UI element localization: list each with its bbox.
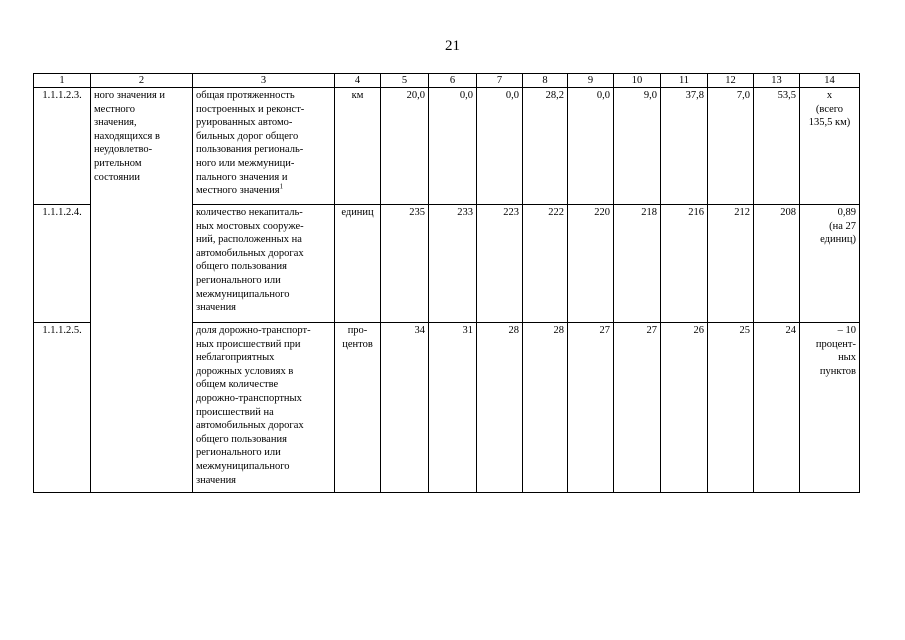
footnote-mark: 1 — [279, 182, 284, 191]
value-cell: 0,0 — [477, 88, 523, 205]
value-cell: 28 — [477, 323, 523, 493]
value-cell: 37,8 — [661, 88, 708, 205]
value-cell: 28 — [523, 323, 568, 493]
page-number: 21 — [445, 38, 460, 54]
row-code: 1.1.1.2.5. — [34, 323, 91, 493]
header-cell: 1 — [34, 74, 91, 88]
value-cell: 25 — [708, 323, 754, 493]
value-cell: 28,2 — [523, 88, 568, 205]
row-total: 0,89 (на 27 единиц) — [800, 205, 860, 323]
header-cell: 4 — [335, 74, 381, 88]
value-cell: 27 — [568, 323, 614, 493]
indicator-group-text: ного значения и местного значения, находящихся в неудовлетво- рительном состоянии — [91, 88, 193, 493]
row-unit: единиц — [335, 205, 381, 323]
row-total: – 10 процент- ных пунктов — [800, 323, 860, 493]
header-cell: 8 — [523, 74, 568, 88]
value-cell: 26 — [661, 323, 708, 493]
row-unit: про- центов — [335, 323, 381, 493]
header-cell: 14 — [800, 74, 860, 88]
value-cell: 233 — [429, 205, 477, 323]
indicators-table — [33, 73, 860, 493]
header-cell: 6 — [429, 74, 477, 88]
value-cell: 53,5 — [754, 88, 800, 205]
value-cell: 0,0 — [429, 88, 477, 205]
header-cell: 7 — [477, 74, 523, 88]
row-total: х (всего 135,5 км) — [800, 88, 860, 205]
header-cell: 11 — [661, 74, 708, 88]
value-cell: 218 — [614, 205, 661, 323]
header-cell: 10 — [614, 74, 661, 88]
header-cell: 9 — [568, 74, 614, 88]
row-code: 1.1.1.2.3. — [34, 88, 91, 205]
row-description: доля дорожно-транспорт- ных происшествий при неблагоприятных дорожных условиях в общем количестве дорожно-транспортных происшествий на автомобильных дорогах общего пользования регионального или межмуниципального значения — [193, 323, 335, 493]
row-description: количество некапиталь- ных мостовых сооруже- ний, расположенных на автомобильных дорогах общего пользования регионального или межмуниципального значения — [193, 205, 335, 323]
value-cell: 0,0 — [568, 88, 614, 205]
header-cell: 2 — [91, 74, 193, 88]
row-code: 1.1.1.2.4. — [34, 205, 91, 323]
value-cell: 31 — [429, 323, 477, 493]
header-row — [34, 74, 860, 88]
value-cell: 7,0 — [708, 88, 754, 205]
header-cell: 12 — [708, 74, 754, 88]
value-cell: 235 — [381, 205, 429, 323]
row-description-text: общая протяженность построенных и реконст- руированных автомо- бильных дорог общего пользования региональ- ного или межмуници- пального значения и местного значения — [196, 90, 305, 197]
value-cell: 27 — [614, 323, 661, 493]
header-cell: 3 — [193, 74, 335, 88]
table-row — [34, 88, 860, 205]
value-cell: 220 — [568, 205, 614, 323]
row-description — [193, 88, 335, 205]
header-cell: 13 — [754, 74, 800, 88]
value-cell: 24 — [754, 323, 800, 493]
value-cell: 212 — [708, 205, 754, 323]
value-cell: 223 — [477, 205, 523, 323]
value-cell: 9,0 — [614, 88, 661, 205]
value-cell: 34 — [381, 323, 429, 493]
value-cell: 208 — [754, 205, 800, 323]
header-cell: 5 — [381, 74, 429, 88]
value-cell: 20,0 — [381, 88, 429, 205]
value-cell: 216 — [661, 205, 708, 323]
value-cell: 222 — [523, 205, 568, 323]
row-unit: км — [335, 88, 381, 205]
